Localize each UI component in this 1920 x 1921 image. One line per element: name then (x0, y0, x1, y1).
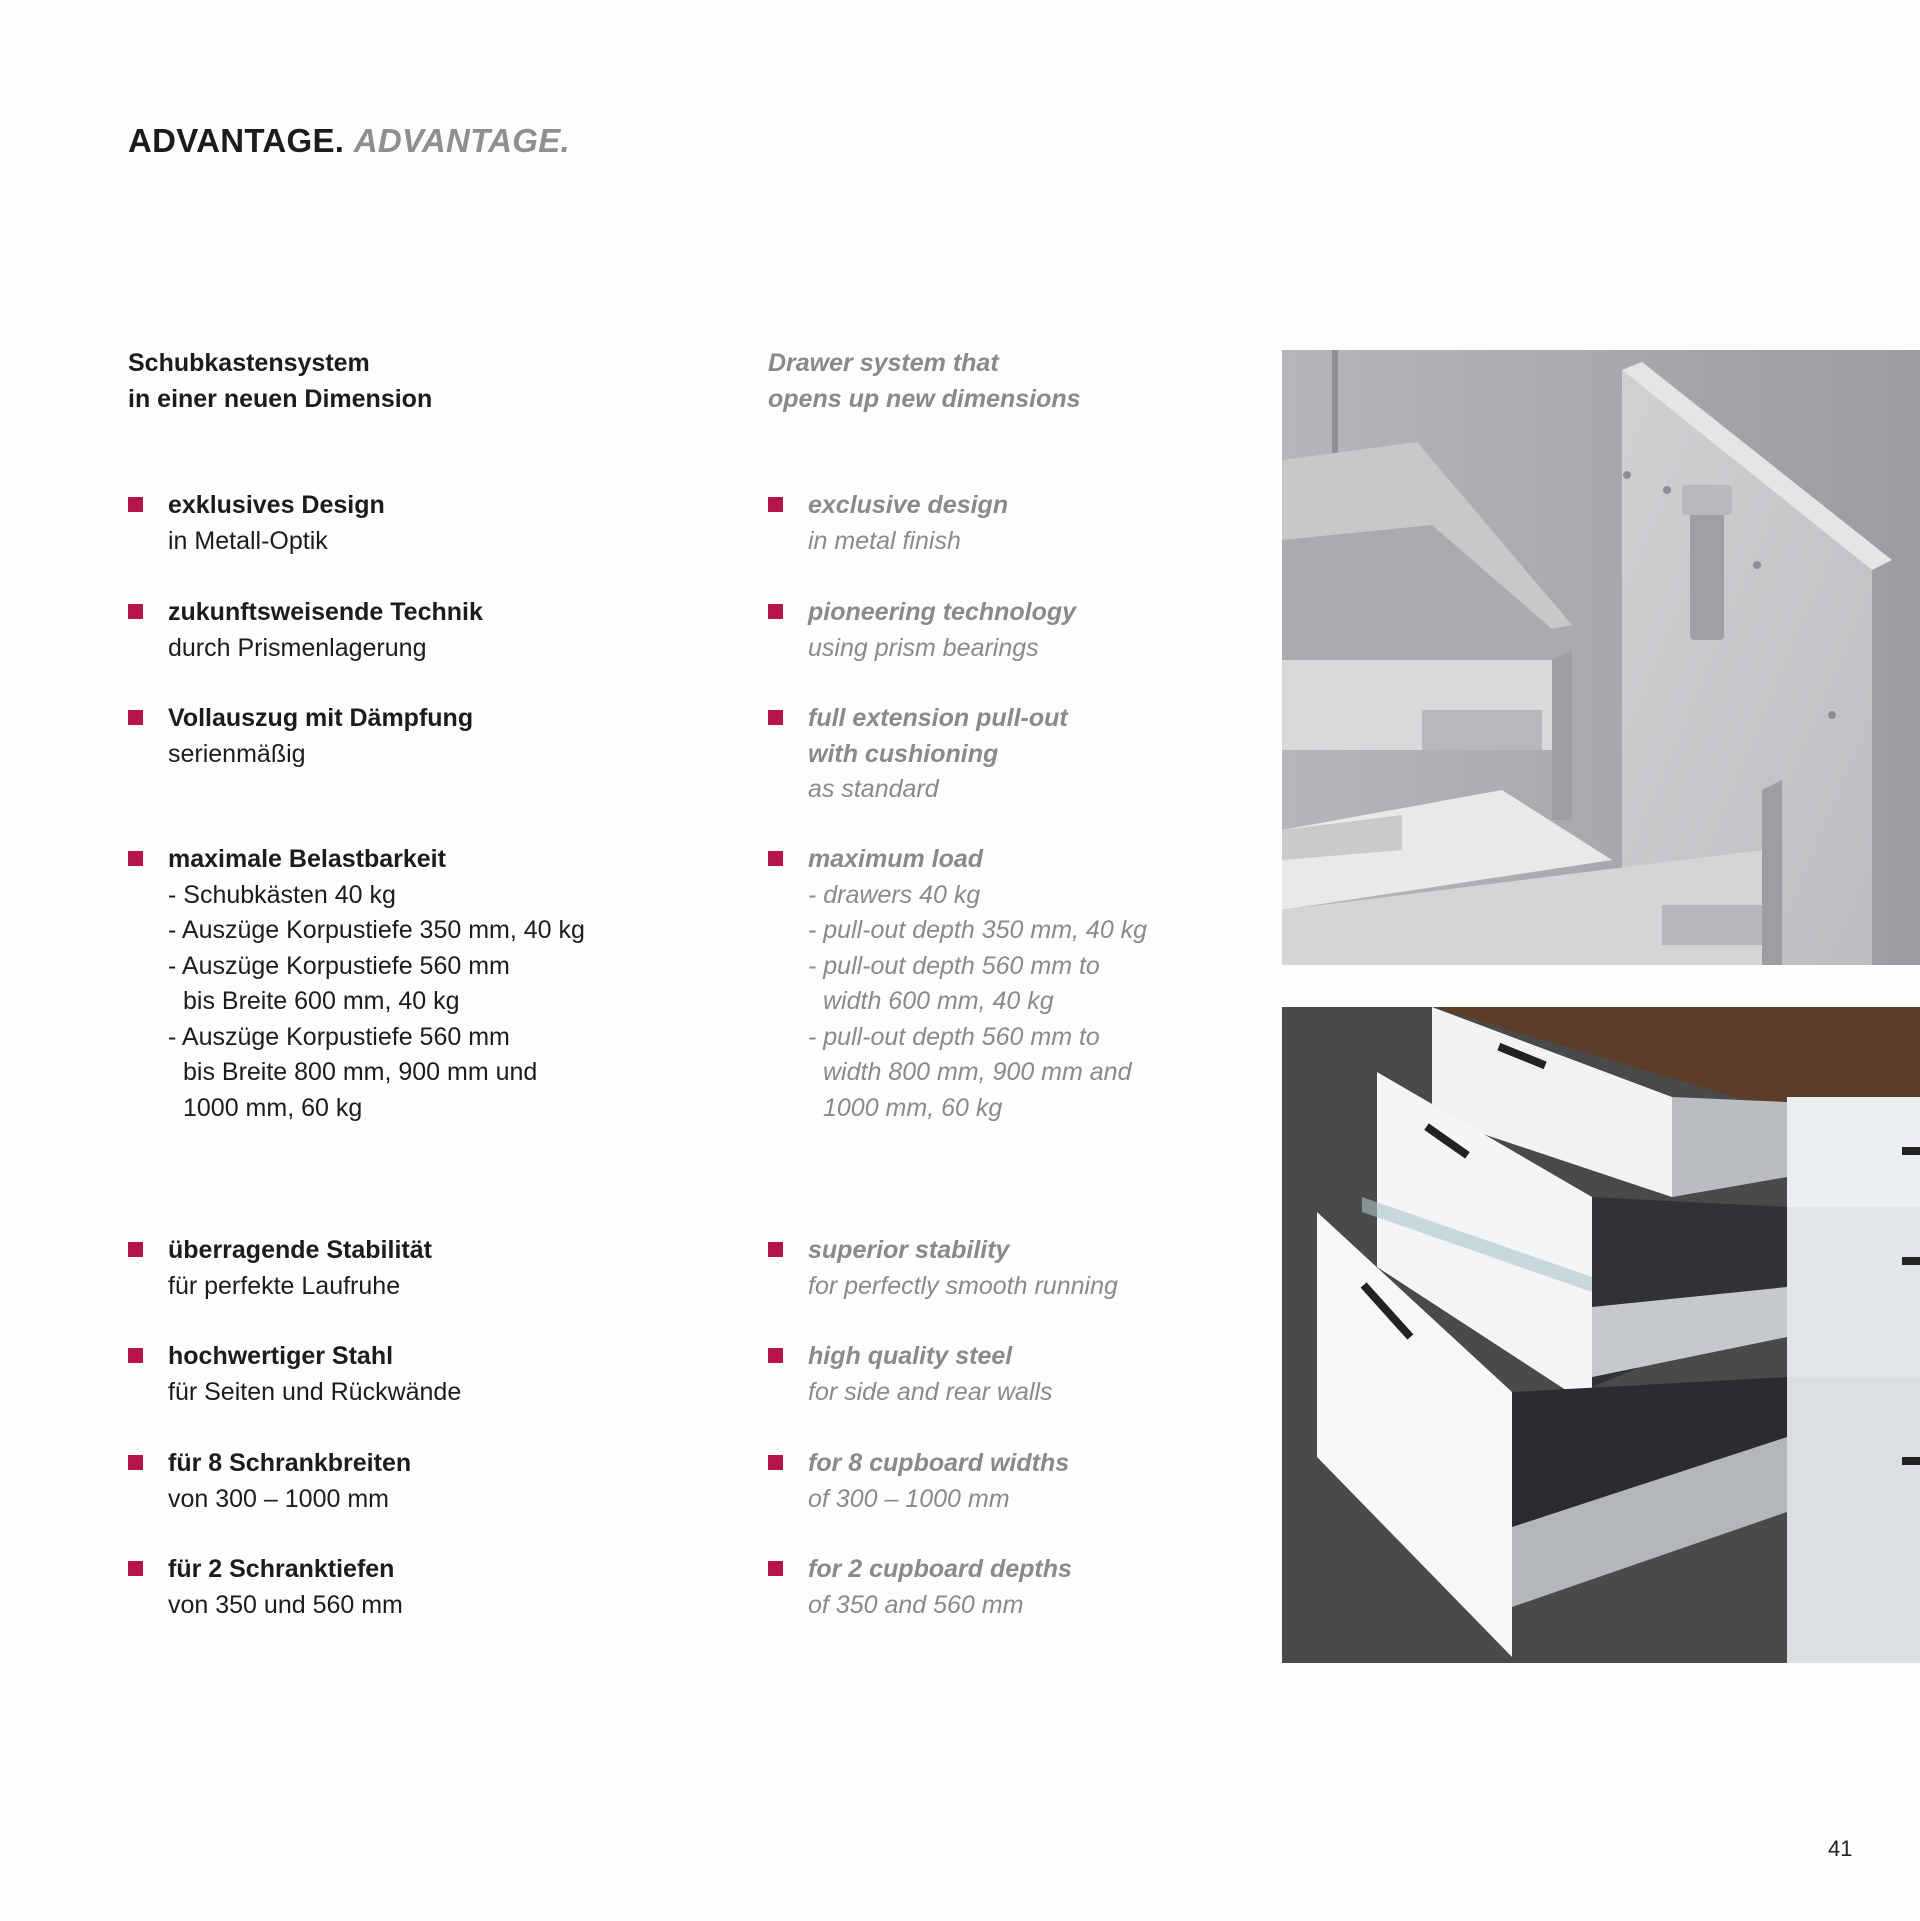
feature-item (128, 701, 473, 772)
feature-line: width 600 mm, 40 kg (823, 987, 1054, 1015)
feature-line: width 800 mm, 900 mm and (823, 1058, 1132, 1086)
bullet-square (128, 497, 143, 512)
bullet-square (768, 497, 783, 512)
feature-item (768, 701, 1068, 808)
german-column (128, 345, 688, 1619)
feature-title: zukunftsweisende Technik (168, 598, 483, 626)
feature-line: - Auszüge Korpustiefe 350 mm, 40 kg (168, 916, 585, 944)
bullet-square (768, 1561, 783, 1576)
feature-title: maximum load (808, 845, 984, 873)
feature-line: in metal finish (808, 526, 961, 555)
feature-item (768, 1552, 1072, 1623)
bullet-square (128, 604, 143, 619)
feature-line: as standard (808, 775, 939, 803)
feature-item (128, 1446, 411, 1517)
feature-line: von 300 – 1000 mm (168, 1484, 389, 1513)
feature-line: - pull-out depth 560 mm to (808, 1022, 1100, 1051)
bullet-square (768, 1348, 783, 1363)
feature-title: high quality steel (808, 1342, 1013, 1370)
feature-line: - Auszüge Korpustiefe 560 mm (168, 1022, 510, 1051)
english-column (768, 345, 1288, 1619)
feature-title: pioneering technology (808, 598, 1077, 626)
feature-line: für perfekte Laufruhe (168, 1271, 401, 1300)
feature-line: 1000 mm, 60 kg (823, 1093, 1003, 1122)
feature-title: für 8 Schrankbreiten (168, 1449, 412, 1477)
feature-line: for perfectly smooth running (808, 1271, 1118, 1300)
feature-title: hochwertiger Stahl (168, 1342, 394, 1370)
feature-item (128, 1339, 461, 1410)
intro-line: in einer neuen Dimension (128, 385, 433, 413)
feature-title: für 2 Schranktiefen (168, 1555, 395, 1583)
bullet-square (768, 710, 783, 725)
feature-line: of 350 and 560 mm (808, 1590, 1024, 1619)
feature-item (768, 1339, 1053, 1410)
page-number: 41 (1828, 1836, 1853, 1861)
feature-line: - Auszüge Korpustiefe 560 mm (168, 951, 510, 980)
feature-item (768, 842, 1147, 1126)
feature-line: von 350 und 560 mm (168, 1590, 403, 1619)
bullet-square (128, 1348, 143, 1363)
feature-line: - drawers 40 kg (808, 880, 981, 909)
feature-item (768, 595, 1076, 666)
feature-item (128, 842, 585, 1126)
feature-line: serienmäßig (168, 739, 306, 768)
intro-de (128, 345, 688, 417)
bullet-square (768, 1455, 783, 1470)
feature-title: for 8 cupboard widths (808, 1449, 1070, 1477)
feature-title: for 2 cupboard depths (808, 1555, 1072, 1583)
bullet-square (128, 1455, 143, 1470)
heading-en: ADVANTAGE. (353, 122, 571, 159)
feature-title: überragende Stabilität (168, 1236, 432, 1264)
bullet-square (768, 604, 783, 619)
feature-line: in Metall-Optik (168, 526, 328, 555)
feature-title: exklusives Design (168, 491, 385, 519)
feature-title: Vollauszug mit Dämpfung (168, 704, 474, 732)
intro-line: Drawer system that (768, 349, 999, 377)
bullet-square (128, 710, 143, 725)
page-heading (128, 122, 570, 160)
feature-line: for side and rear walls (808, 1377, 1053, 1406)
feature-title: maximale Belastbarkeit (168, 845, 446, 873)
feature-item (768, 1233, 1118, 1304)
feature-line: - Schubkästen 40 kg (168, 880, 396, 909)
feature-line: using prism bearings (808, 633, 1039, 662)
feature-line: of 300 – 1000 mm (808, 1484, 1010, 1513)
bullet-square (768, 1242, 783, 1257)
feature-item (128, 595, 483, 666)
feature-line: - pull-out depth 350 mm, 40 kg (808, 916, 1148, 944)
kitchen-drawers-photo (1282, 1007, 1920, 1663)
feature-title: exclusive design (808, 491, 1009, 519)
drawer-closeup-photo (1282, 350, 1920, 965)
feature-line: bis Breite 800 mm, 900 mm und (183, 1058, 538, 1086)
feature-item (128, 488, 385, 559)
feature-line: 1000 mm, 60 kg (183, 1093, 363, 1122)
feature-item (128, 1233, 432, 1304)
feature-item (768, 488, 1008, 559)
intro-en (768, 345, 1288, 417)
feature-line: für Seiten und Rückwände (168, 1377, 462, 1406)
feature-line: - pull-out depth 560 mm to (808, 951, 1100, 980)
feature-title: full extension pull-out (808, 704, 1068, 732)
feature-line: durch Prismenlagerung (168, 633, 427, 662)
feature-line: bis Breite 600 mm, 40 kg (183, 987, 460, 1015)
feature-title: superior stability (808, 1236, 1010, 1264)
bullet-square (128, 851, 143, 866)
feature-item (768, 1446, 1069, 1517)
intro-line: Schubkastensystem (128, 349, 370, 377)
heading-de: ADVANTAGE. (128, 122, 345, 159)
bullet-square (128, 1242, 143, 1257)
feature-item (128, 1552, 403, 1623)
bullet-square (128, 1561, 143, 1576)
bullet-square (768, 851, 783, 866)
feature-title-cont: with cushioning (808, 739, 999, 768)
intro-line: opens up new dimensions (768, 385, 1081, 413)
